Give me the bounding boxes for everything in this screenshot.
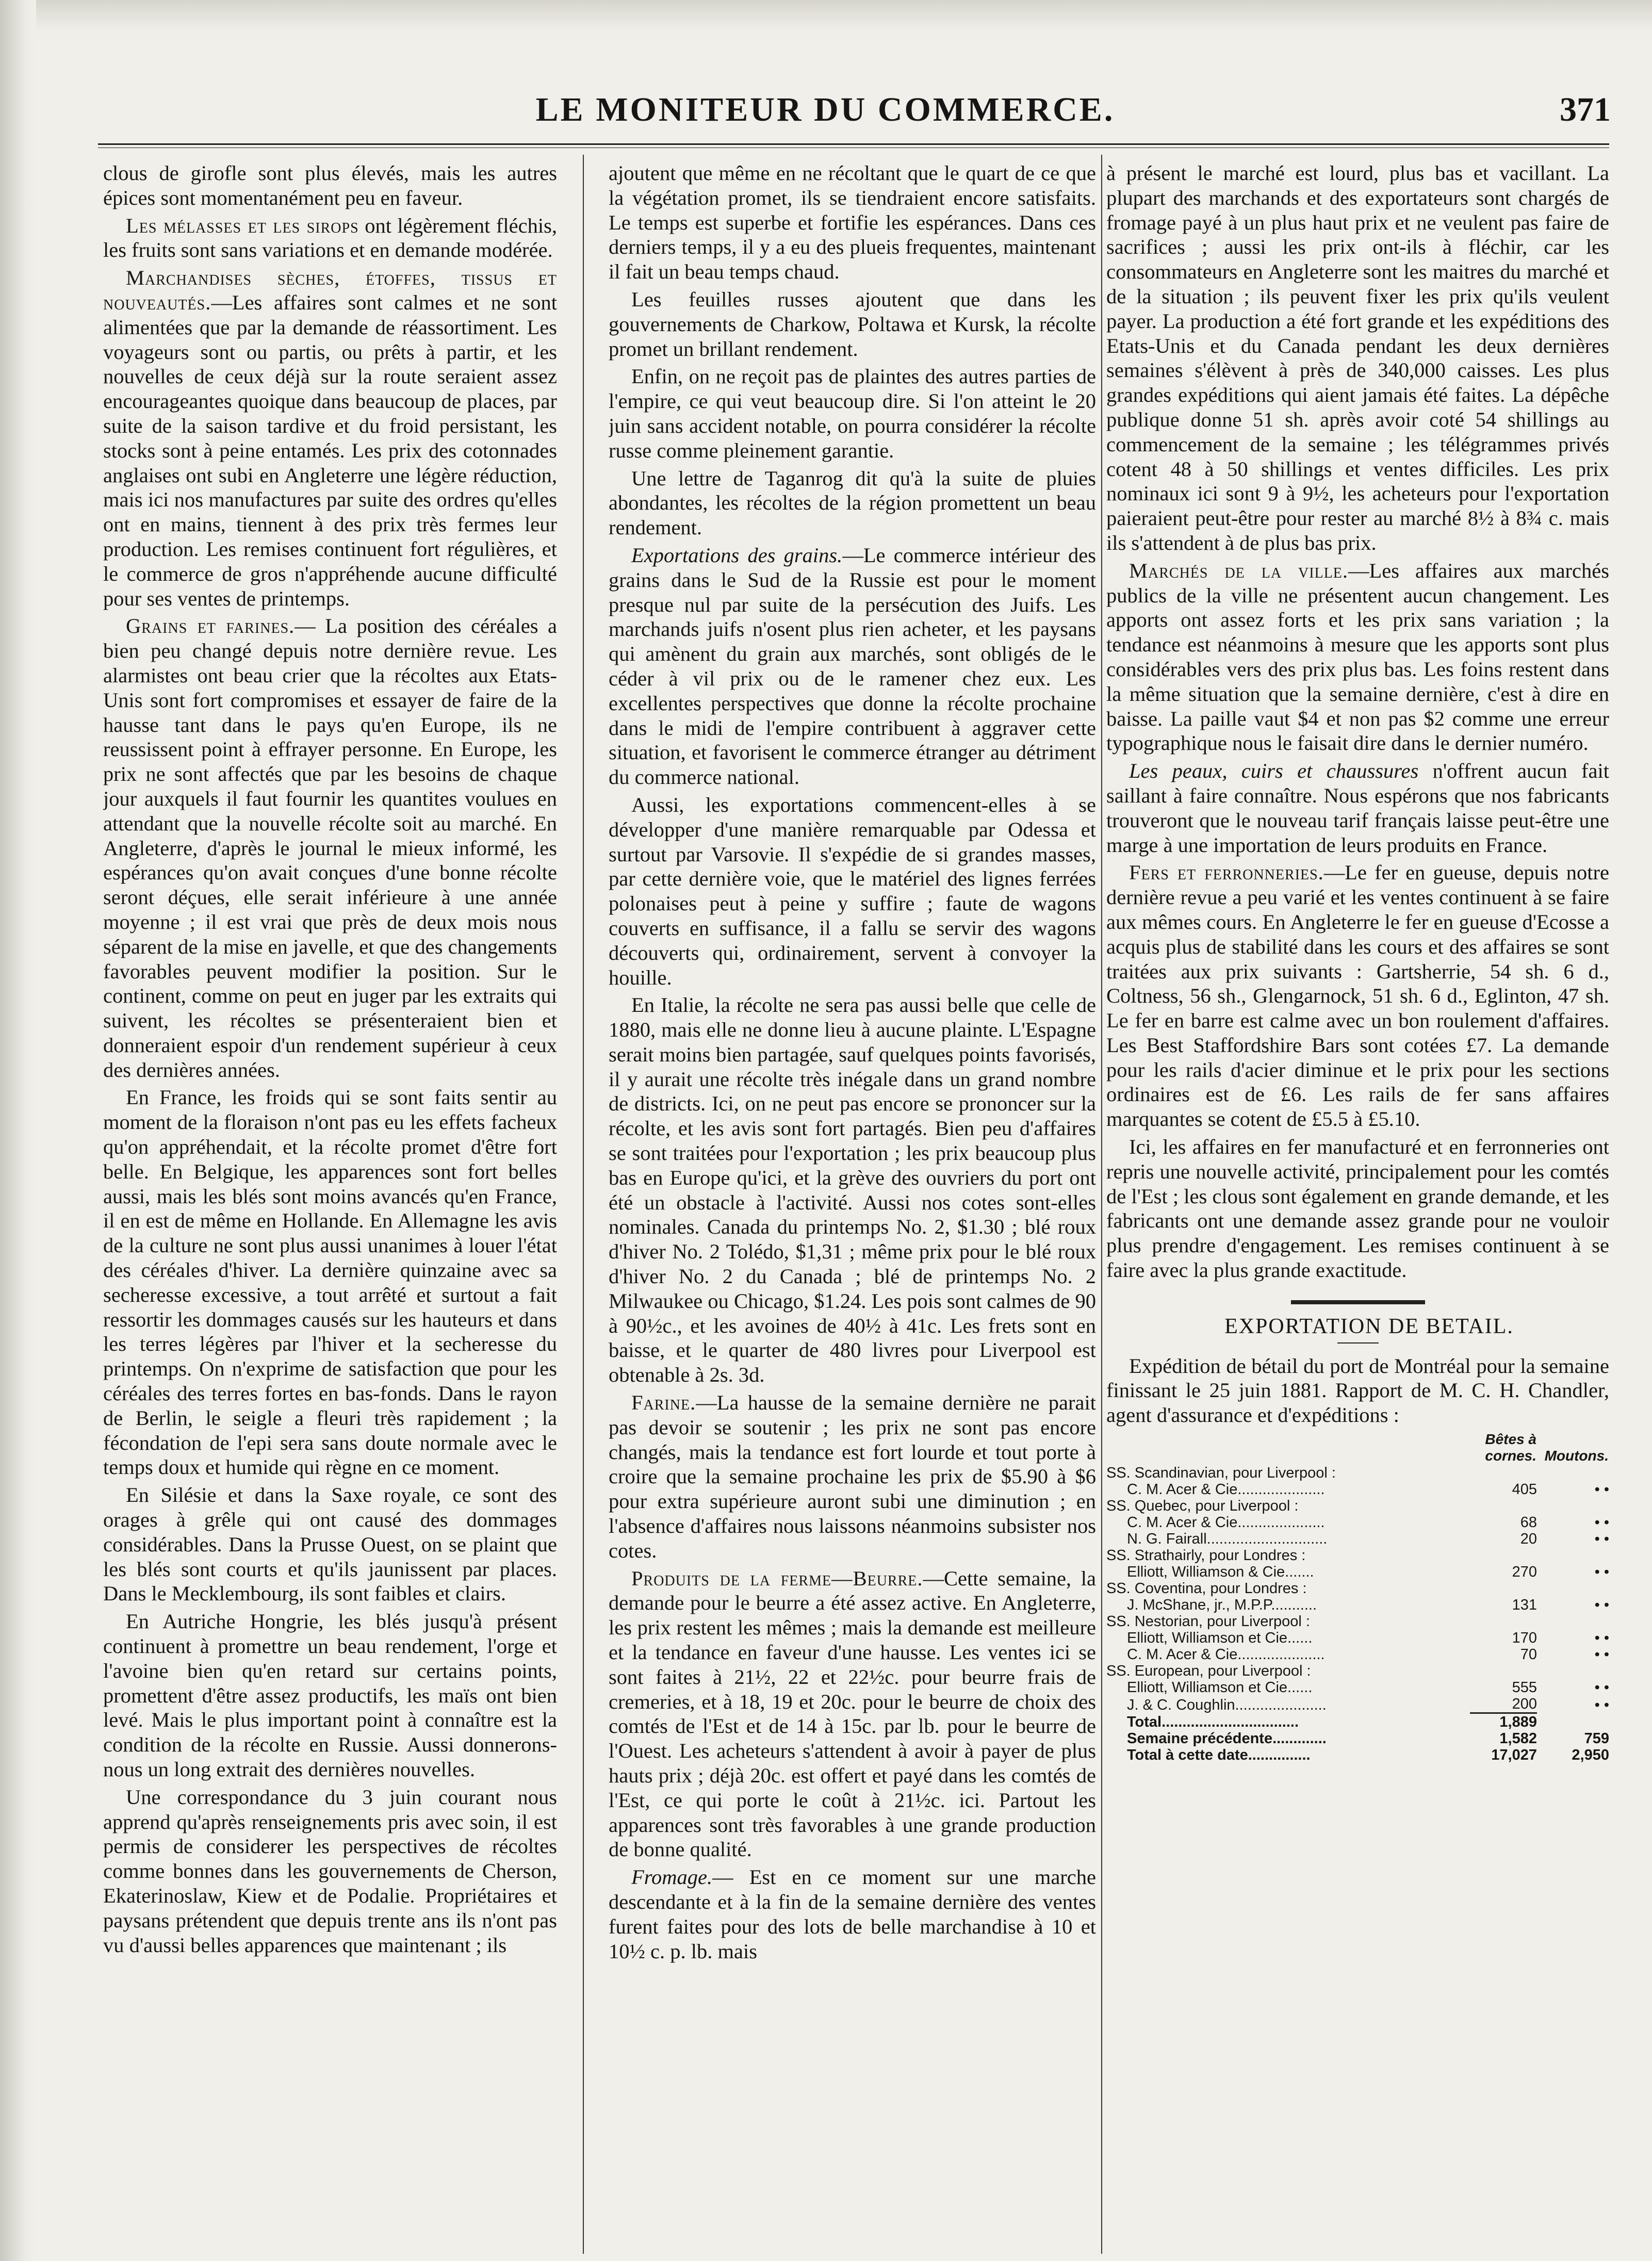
paragraph-text: —Le fer en gueuse, depuis notre dernière revue a peu varié et les ventes continuent à se faire aux mêmes cours. En Angleterre le fer en gueuse d'Ecosse a acquis plus de stabilité dans les cours et des affaires se sont traitées aux prix suivants : Gartsherrie, 54 sh. 6 d., Coltness, 56 sh., Glengarnock, 51 sh. 6 d., Eglinton, 47 sh. Le fer en barre est calme avec un bon roulement d'affaires. Les Best Staffordshire Bars sont cotées £7. La demande pour les rails d'acier diminue et le prix pour les sections ordinaires est de £6. Les rails de fer sans affaires marquantes se cotent de £5.5 à £5.10. (1106, 861, 1609, 1131)
sheep-total: 759 (1584, 1730, 1609, 1747)
sheep-count (1537, 1613, 1609, 1630)
paragraph-city-markets (1106, 559, 1609, 756)
cattle-count (1470, 1580, 1537, 1597)
total-row (1106, 1730, 1609, 1747)
total-label: Total................................. (1127, 1714, 1299, 1731)
sheep-count (1537, 1663, 1609, 1679)
paragraph-leather (1106, 759, 1609, 857)
cattle-count: 170 (1512, 1630, 1537, 1647)
total-row (1106, 1747, 1609, 1763)
sheep-count (1537, 1547, 1609, 1564)
sheep-count: • • (1594, 1514, 1609, 1531)
sheep-count: • • (1594, 1696, 1609, 1713)
cattle-count (1470, 1547, 1537, 1564)
page-number: 371 (1560, 91, 1611, 128)
section-lead: Les mélasses et les sirops (126, 214, 359, 237)
paragraph-text: —Les affaires aux marchés publics de la ville ne présentent aucun changement. Les apports ont assez forts et les prix sans variation ; la tendance est néanmoins à mesure que les apports sont plus considérables vers des prix plus bas. Les foins restent dans la même situation que la semaine dernière, c'est à dire en baisse. La paille vaut $4 et non pas $2 comme une erreur typographique nous le faisait dire dans le dernier numéro. (1106, 559, 1609, 755)
sheep-count (1537, 1465, 1609, 1481)
cattle-count (1470, 1465, 1537, 1481)
shipment-label: SS. European, pour Liverpool : (1106, 1663, 1311, 1680)
column-2 (609, 161, 1096, 2255)
masthead-title: LE MONITEUR DU COMMERCE. (535, 91, 1115, 128)
cattle-count: 270 (1512, 1564, 1537, 1581)
table-body (1106, 1465, 1609, 1763)
shipment-label: J. McShane, jr., M.P.P........... (1127, 1597, 1317, 1614)
sheep-count: • • (1594, 1481, 1609, 1498)
paragraph-molasses (103, 214, 557, 263)
paragraph-text: —Les affaires sont calmes et ne sont alimentées que par la demande de réassortiment. Les voyageurs sont ou partis, ou prêts à partir, et les nouvelles de ceux déjà sur la route seraient assez encourageantes quoique dans beaucoup de places, par suite de la saison tardive et du froid persistant, les stocks sont à peine entamés. Les prix des cotonnades anglaises ont subi en Angleterre une légère réduction, mais ici nos manufactures par suite des ordres qu'elles ont en mains, tiennent à des prix très fermes leur production. Les remises continuent fort régulières, et le commerce de gros n'appréhende aucune difficulté pour ses ventes de printemps. (103, 290, 557, 610)
cattle-count: 131 (1512, 1597, 1537, 1614)
section-lead: Produits de la ferme—Beurre. (631, 1566, 923, 1590)
paragraph: à présent le marché est lourd, plus bas et vacillant. La plupart des marchands et des exportateurs sont chargés de fromage payé à un plus haut prix et ne veulent pas faire de sacrifices ; aussi les prix ont-ils à fléchir, car les consommateurs en Angleterre sont les maitres du marché et de la situation ; ils peuvent fixer les prix qu'ils veulent payer. La production a été fort grande et les expéditions des Etats-Unis et du Canada pendant les deux dernières semaines s'élèvent à près de 340,000 caisses. Les plus grandes expéditions qui aient jamais été faites. La dépêche publique donne 51 sh. après avoir coté 54 shillings au commencement de la semaine ; les télégrammes privés cotent 48 à 50 shillings et ventes difficiles. Les prix nominaux ici sont 9 à 9½, les acheteurs pour l'exportation paieraient peut-être pour rester au marché 8½ à 8¾ c. mais ils s'attendent à de plus bas prix. (1106, 161, 1609, 554)
paragraph-text: — La position des céréales a bien peu changé depuis notre dernière revue. Les alarmistes ont beau crier que la récoltes aux Etats-Unis sont fort compromises et essayer de faire de la hausse tant dans le pays qu'en Europe, ils ne reussissent point à effrayer personne. En Europe, les prix ne sont affectés que par les besoins de chaque jour auxquels il faut fournir les quantites voulues en attendant que la nouvelle récolte soit au marché. En Angleterre, d'après le journal le mieux informé, les espérances qu'on avait conçues d'une bonne récolte seront déçues, elle serait inférieure à une année moyenne ; il est vrai que près de deux mois nous séparent de la mise en javelle, et que des changements favorables peuvent modifier la position. Sur le continent, comme on peut en juger par les extraits qui suivent, les récoltes se présenteraient bien et donneraient espoir d'un rendement supérieur à ceux des dernières années. (103, 614, 557, 1082)
sheep-count: • • (1594, 1679, 1609, 1696)
shipment-label: C. M. Acer & Cie..................... (1127, 1646, 1325, 1663)
table-row (1106, 1564, 1609, 1580)
total-row (1106, 1713, 1609, 1731)
section-separator (1291, 1300, 1425, 1304)
cattle-total: 1,889 (1499, 1714, 1537, 1731)
section-lead: Marchandises sèches, étoffes, tissus et nouveautés. (103, 266, 557, 314)
section-lead: Fers et ferronneries. (1129, 861, 1324, 884)
table-row (1106, 1580, 1609, 1597)
paragraph-grains (103, 614, 557, 1082)
paragraph: ajoutent que même en ne récoltant que le quart de ce que la végétation promet, ils se tiendraient encore satisfaits. Le temps est superbe et fortifie les espérances. Dans ces derniers temps, il y a eu des plueis frequentes, maintenant il fait un beau temps chaud. (609, 161, 1096, 284)
cattle-count (1470, 1498, 1537, 1514)
column-3 (1106, 161, 1609, 2255)
paragraph-text: — Est en ce moment sur une marche descendante et à la fin de la semaine dernière des ventes furent faites pour des lots de belle marchandise à 10 et 10½ c. p. lb. mais (609, 1865, 1096, 1963)
shipment-label: C. M. Acer & Cie..................... (1127, 1514, 1325, 1531)
total-label: Semaine précédente............. (1127, 1730, 1327, 1747)
section-lead: Les peaux, cuirs et chaussures (1129, 759, 1419, 783)
cattle-count: 70 (1520, 1646, 1537, 1663)
paragraph-text: —La hausse de la semaine dernière ne parait pas devoir se soutenir ; les prix ne sont pas encore changés, mais la tendance est fort lourde et tout porte à croire que la semaine prochaine les prix de $5.90 à $6 pour extra supérieure auront subi une diminution ; en l'absence d'affaires nous laissons néanmoins subsister nos cotes. (609, 1391, 1096, 1562)
sheep-count (1537, 1580, 1609, 1597)
paragraph-iron (1106, 860, 1609, 1132)
header-rule (98, 143, 1609, 148)
column-1 (103, 161, 557, 2255)
table-row (1106, 1696, 1609, 1713)
shipment-label: N. G. Fairall............................. (1127, 1531, 1328, 1548)
export-title: EXPORTATION DE BETAIL. (1224, 1314, 1514, 1338)
paragraph-farm-products (609, 1566, 1096, 1862)
table-row (1106, 1514, 1609, 1531)
paragraph-text: ont légèrement fléchis, les fruits sont sans variations et en demande modérée. (103, 214, 557, 262)
sheep-count: • • (1594, 1646, 1609, 1663)
table-row (1106, 1547, 1609, 1564)
sheep-total (1537, 1713, 1609, 1731)
paragraph-exports (609, 543, 1096, 790)
paragraph: Les feuilles russes ajoutent que dans les gouvernements de Charkow, Poltawa et Kursk, la récolte promet un brillant rendement. (609, 287, 1096, 361)
table-row (1106, 1663, 1609, 1679)
cattle-count (1470, 1663, 1537, 1679)
sheep-count (1537, 1498, 1609, 1514)
cattle-count (1470, 1613, 1537, 1630)
export-intro: Expédition de bétail du port de Montréal pour la semaine finissant le 25 juin 1881. Rapport de M. C. H. Chandler, agent d'assurance et d'expéditions : (1106, 1354, 1609, 1427)
table-row (1106, 1498, 1609, 1514)
cattle-total: 17,027 (1491, 1747, 1537, 1764)
shipment-label: SS. Quebec, pour Liverpool : (1106, 1498, 1299, 1515)
sheep-count: • • (1594, 1630, 1609, 1647)
cattle-total: 1,582 (1499, 1730, 1537, 1747)
cattle-count: 68 (1520, 1514, 1537, 1531)
table-row (1106, 1531, 1609, 1547)
shipment-label: SS. Coventina, pour Londres : (1106, 1580, 1307, 1597)
table-header-row (1106, 1431, 1609, 1465)
table-row (1106, 1679, 1609, 1696)
cattle-count: 20 (1520, 1531, 1537, 1548)
shipment-label: Elliott, Williamson & Cie....... (1127, 1564, 1314, 1581)
title-underline (1337, 1342, 1379, 1344)
sheep-count: • • (1594, 1531, 1609, 1548)
total-label: Total à cette date............... (1127, 1747, 1311, 1764)
section-lead: Farine. (631, 1391, 696, 1415)
paragraph: En Autriche Hongrie, les blés jusqu'à présent continuent à promettre un beau rendement, l'orge et l'avoine bien qu'en retard sur certains points, promettent d'être assez productifs, les maïs ont bien levé. Mais le plus important point à connaître est la condition de la récolte en Russie. Aussi donnerons-nous un long extrait des dernières nouvelles. (103, 1610, 557, 1781)
table-row (1106, 1646, 1609, 1663)
table-row (1106, 1465, 1609, 1481)
paragraph: Une correspondance du 3 juin courant nous apprend qu'après renseignements pris avec soin, il est permis de considerer les perspectives de récoltes comme bonnes dans les gouvernements de Cherson, Ekaterinoslaw, Kiew et de Podalie. Propriétaires et paysans prétendent que depuis trente ans ils n'ont pas vu d'aussi belles apparences que maintenant ; ils (103, 1785, 557, 1957)
paragraph-text: n'offrent aucun fait saillant à faire connaître. Nous espérons que nos fabricants trouveront que le nouveau tarif français laisse peut-être une marge à une importation de leurs produits en France. (1106, 759, 1609, 857)
shipment-label: C. M. Acer & Cie..................... (1127, 1481, 1325, 1498)
paragraph: En France, les froids qui se sont faits sentir au moment de la floraison n'ont pas eu les effets facheux qu'on appréhendait, et la récolte promet d'être fort belle. En Belgique, les apparences sont fort belles aussi, mais les blés sont moins avancés qu'en France, il en est de même en Hollande. En Allemagne les avis de la culture ne sont plus aussi unanimes à louer l'état des céréales d'hiver. La dernière quinzaine avec sa secheresse excessive, a tout arrêté et surtout a fait ressortir les dommages causés sur les hauteurs et dans les terres légères par l'hiver et la secheresse du printemps. On n'exprime de satisfaction que pour les céréales des terres fortes en bas-fonds. Dans le rayon de Berlin, le seigle a fleuri très rapidement ; la fécondation de l'epi sera sans doute normale avec le temps doux et humide qui règne en ce moment. (103, 1086, 557, 1479)
table-row (1106, 1481, 1609, 1498)
page-edge-top (0, 0, 1652, 41)
section-lead: Marchés de la ville. (1129, 559, 1349, 582)
column-divider (583, 155, 584, 2254)
column-header: Bêtes à cornes. (1485, 1431, 1536, 1464)
column-header: Moutons. (1544, 1448, 1609, 1464)
paragraph: En Italie, la récolte ne sera pas aussi belle que celle de 1880, mais elle ne donne lieu à aucune plainte. L'Espagne serait moins bien partagée, sauf quelques points favorisés, il y aurait une récolte très inégale dans un grand nombre de districts. Ici, on ne peut pas encore se prononcer sur la récolte, et les avis sont fort partagés. Bien peu d'affaires se sont traitées pour l'exportation ; les prix beaucoup plus bas en Europe qu'ici, et la grève des ouvriers du port ont été un obstacle à l'activité. Aussi nos cotes sont-elles nominales. Canada du printemps No. 2, $1.30 ; blé roux d'hiver No. 2 Tolédo, $1,31 ; même prix pour le blé roux d'hiver No. 2 du Canada ; blé de printemps No. 2 Milwaukee ou Chicago, $1.24. Les pois sont calmes de 90 à 90½c., et les avoines de 40½ à 41c. Les frets sont en baisse, et le quarter de 480 livres pour Liverpool est obtenable à 2s. 3d. (609, 993, 1096, 1387)
paragraph-text: —Cette semaine, la demande pour le beurre a été assez active. En Angleterre, les prix restent les mêmes ; mais la demande est meilleure et la tendance en faveur d'une hausse. Les ventes ici se sont faites à 21½, 22 et 22½c. pour beurre frais de cremeries, et à 18, 19 et 20c. pour le beurre de choix des comtés de l'Est et de 14 à 15c. par lb. pour le beurre de l'Ouest. Les acheteurs s'attendent à avoir à payer de plus hauts prix ; déjà 20c. est offert et payé dans les comtés de l'Est, ce qui porte le coût à 21½c. ici. Partout les apparences sont très favorables à une grande production de bonne qualité. (609, 1566, 1096, 1861)
cattle-count: 555 (1512, 1679, 1537, 1696)
shipment-label: SS. Nestorian, pour Liverpool : (1106, 1613, 1310, 1630)
shipment-label: SS. Scandinavian, pour Liverpool : (1106, 1465, 1336, 1482)
cattle-count: 200 (1470, 1696, 1537, 1713)
section-lead: Grains et farines. (126, 614, 295, 638)
paragraph-flour (609, 1390, 1096, 1563)
shipment-label: Elliott, Williamson et Cie...... (1127, 1679, 1313, 1696)
page-edge-left (0, 0, 36, 2261)
paragraph-text: —Le commerce intérieur des grains dans le Sud de la Russie est pour le moment presque nul par suite de la persécution des Juifs. Les marchands juifs n'osent plus rien acheter, et les paysans qui amènent du grain aux marchés, sont obligés de le céder à vil prix ou de le ramener chez eux. Les excellentes perspectives que donne la récolte prochaine dans le midi de l'empire contribuent à aggraver cette situation, et favorisent le commerce étranger au détriment du commerce national. (609, 543, 1096, 789)
paragraph-cheese (609, 1865, 1096, 1963)
sheep-total: 2,950 (1572, 1747, 1609, 1764)
column-divider (1101, 155, 1102, 2254)
sheep-count: • • (1594, 1597, 1609, 1614)
table-row (1106, 1613, 1609, 1630)
sheep-count: • • (1594, 1564, 1609, 1581)
table-row (1106, 1597, 1609, 1613)
paragraph: Une lettre de Taganrog dit qu'à la suite de pluies abondantes, les récoltes de la région promettent un beau rendement. (609, 466, 1096, 539)
shipment-label: J. & C. Coughlin...................... (1127, 1696, 1327, 1713)
paragraph: Enfin, on ne reçoit pas de plaintes des autres parties de l'empire, ce qui veut beaucoup dire. Si l'on atteint le 20 juin sans accident notable, on pourra considérer la récolte russe comme pleinement garantie. (609, 365, 1096, 462)
section-lead: Exportations des grains. (631, 543, 843, 567)
paragraph: Aussi, les exportations commencent-elles à se développer d'une manière remarquable par Odessa et surtout par Varsovie. Il s'expédie de si grandes masses, par cette dernière voie, que le matériel des lignes ferrées polonaises peut à peine y suffire ; faute de wagons couverts en suffisance, il a fallu se servir des wagons découverts qui, ordinairement, servent à convoyer la houille. (609, 793, 1096, 989)
paragraph-dry-goods (103, 266, 557, 611)
paragraph: Ici, les affaires en fer manufacturé et en ferronneries ont repris une nouvelle activité, principalement pour les comtés de l'Est ; les clous sont également en grande demande, et les fabricants ont une demande assez grande pour ne vouloir plus prendre d'engagement. Les remises continuent à se faire avec la plus grande exactitude. (1106, 1135, 1609, 1282)
cattle-count: 405 (1512, 1481, 1537, 1498)
shipment-label: SS. Strathairly, pour Londres : (1106, 1547, 1306, 1564)
paragraph: En Silésie et dans la Saxe royale, ce sont des orages à grêle qui ont causé des dommages considérables. Dans la Prusse Ouest, on se plaint que les blés sont courts et qu'ils jaunissent par places. Dans le Mecklembourg, ils sont faibles et clairs. (103, 1483, 557, 1605)
table-row (1106, 1630, 1609, 1646)
shipment-label: Elliott, Williamson et Cie...... (1127, 1630, 1313, 1647)
section-lead: Fromage. (631, 1865, 713, 1889)
cattle-export-table (1106, 1431, 1609, 1763)
paragraph: clous de girofle sont plus élevés, mais les autres épices sont momentanément peu en faveur. (103, 161, 557, 209)
